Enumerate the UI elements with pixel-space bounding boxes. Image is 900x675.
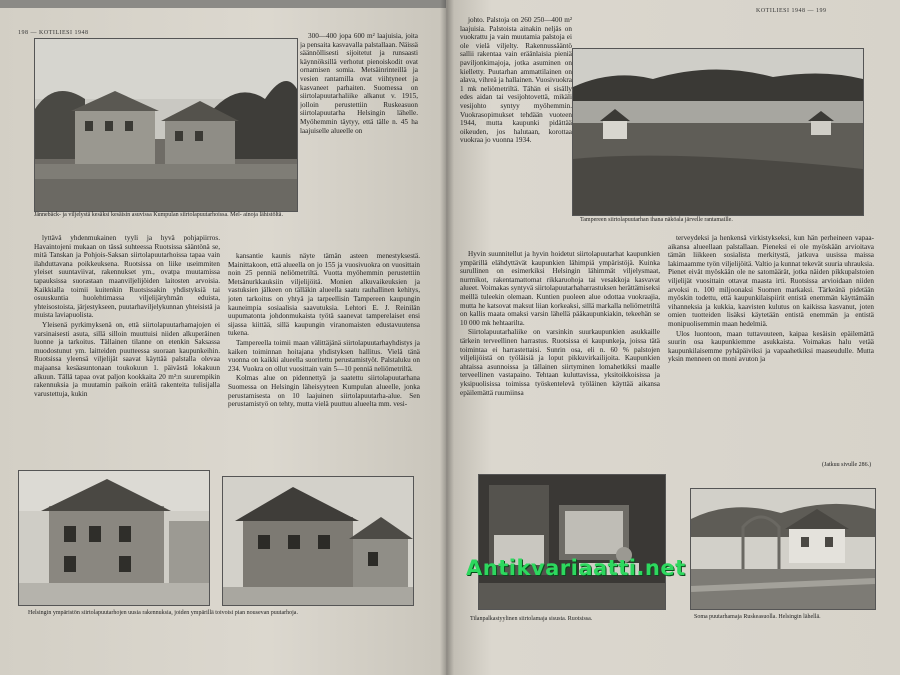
paragraph: Ulos luontoon, maan tuttavuuteen, kaipaa kesäisin epäilemättä suurin osa kaupunkiemme asukkaista. Voimakas halu vetää kaupunkilaisemme pyhäpäiviksi ja vapaahetkiksi maaseudulle. Mutta yksin menneen on moni avuton ja: [668, 329, 874, 364]
page-gutter: [440, 0, 454, 675]
houses-photo-graphic: [35, 39, 297, 211]
photo-garden-hut: [690, 488, 876, 610]
paragraph: Hyvin suunnitellut ja hyvin hoidetut siirtolapuutarhat kaupunkien ympärillä elähdyttävät kaupunkien lähimpiä ympäristöjä. Kuinka surullinen on esimerkiksi Helsingin lähimmät viljelysmaat, nurmikot, rakentamattomat rikkaruohoja tai vesakkoja kasvavat alueet. Voimakas syntyvä siirtolapuutarhaharrastuksen herättämiseksi meillä tuleekin olemaan. Kuntien puoleen alue odottaa vuokraajia, mutta he katsovat maksut liian korkeaksi, sillä markalla neliömetriltä on kallis maata omaksi varsin lähellä pääkaupunkiakin, tekeehän se 10 000 mk hehtaarilta.: [460, 250, 660, 327]
text-column-right-a: [460, 250, 660, 468]
text-column-right-narrow: [460, 16, 572, 246]
text-column-left-b: [228, 252, 420, 466]
caption-top-right: Tampereen siirtolapuutarhan ihana näköala järvelle rantamaille.: [580, 217, 733, 223]
watermark-text: Antikvariaatti.net: [466, 556, 686, 580]
left-page-header: 198 — KOTILIESI 1948: [18, 30, 89, 36]
text-column-right-b: [668, 234, 874, 462]
caption-top-left: Jännebäck- ja viljelystä kesäksi kesäisin asuvissa Kumpulan siirtolapuutarhoissa. Mel- ainoja lähistöltä.: [34, 212, 283, 218]
photo-cottage-interior: [478, 474, 666, 610]
right-page-header: KOTILIESI 1948 — 199: [756, 8, 827, 14]
caption-bottom-left: Helsingin ympäristön siirtolapuutarhojen uusia rakennuksia, joiden ympärillä toivoisi pian nousevan puutarhoja.: [28, 610, 298, 616]
paragraph: 300—400 jopa 600 m² laajuisia, joita ja pensaita kasvavalla palstallaan. Näissä säännöllisesti sijoitetut ja runsaasti käynnöksillä verhotut pienoiskodit ovat ornamisen somia. Metsäinrinteillä ja vesien rantamilla ovat viihtyneet ja kasvaneet parhaiten. Suomessa on siirtolapuutarhaliike alkanut v. 1915, jolloin perustettiin Ruskeasuon siirtolapuutarha Helsingin lähelle. Myöhemmin täytyy, että tälle n. 45 ha laajuiselle alueelle on: [300, 32, 418, 135]
photo-houses-summer: [34, 38, 298, 212]
paragraph: terveydeksi ja henkensä virkistykseksi, kun hän perheineen vapaa-aikansa alueellaan palstallaan. Pieneksi ei ole myöskään arvioitava tämän liikkeen sosialista merkitystä, jatkuva uusissa maissa lakimaamme työn viljelijöitä. Valtio ja kunnat tekevät suuria uhrauksia. Pienet eivät myöskään ole ne satomäärät, jotka näiden pikkupalstoien viljelijät vuosittain ottavat maasta irti. Ruotsissa arvioidaan niiden arvoksi n. 100 miljoonaksi Suomen markaksi. Tärkeänä pidetään myöskin todettu, että kaupunkilaispiirit entistä enemmän käyttämään vihanneksia ja kukkia, kaavisten kulutus on kaikissa kasvanut, joten omien tuotteiden lisäksi käytetään entistä enemmän ja entistä monipuolisemmin maan hedelmiä.: [668, 234, 874, 328]
continued-note: (Jatkuu sivulle 286.): [822, 462, 872, 468]
paragraph: Kolmas alue on pidennettyä ja saatettu siirtolapuutarhana Suomessa on Helsingin läheisyyteen Kumpulan alueelle, jonka perustamisesta on 10 laajuinen siirtolapuutarha-alue. Sen perustamistyö on tehty, mutta vielä puuttuu alueelta mm. vesi-: [228, 374, 420, 409]
photo-new-building-1: [18, 470, 210, 606]
photo-lake-view: [572, 48, 864, 216]
left-page: [0, 8, 446, 675]
paragraph: lyttävä yhdenmukainen tyyli ja hyvä pohjapiirros. Havaintojeni mukaan on tässä suhteessa Ruotsissa sääntönä se, mitä Tanskan ja Pohjois-Saksan siirtolapuutarhoissa tapaa vain ilahduttavana poikkeuksena. Ruotsissa on liike useimmiten yleiset suuntaviivat, rakennukset ym., ovatpa muutamissa tapauksissa suorastaan maanviljelijöiden laitosten arvoisia. Kaikkialla toimii kuitenkin Ruotsissakin yhdistyksiä tai osuuskuntia huolehtimassa viljelijäryhmän eduista, yhteisostoista, järjestykseen, puutarhaviljelykunnan yhteisistä ja muista laviapuolista.: [34, 234, 220, 320]
paragraph: Tampereella toimii maan välittäjänä siirtolapuutarhayhdistys ja kaiken toiminnan hoitajana yhdistyksen hallitus. Vielä tänä vuonna on kaikki alueella suoritettu perustamistyöt. Palstaluku on 234. Vuokra on ollut vuosittain vain 5—10 penniä neliömetriltä.: [228, 338, 420, 373]
paragraph: johto. Palstoja on 260 250—400 m² laajuisia. Palstoista ainakin neljäs on vuokrattu ja vain muutamia palstoja ei ole vielä viljelty. Rakennussääntö sallii rakentaa vain eräänlaisia pieniä paviljonkimajoja, jotka asuminen on kielletty. Puutarhan ammattilainen on alava, vihreä ja hallainen. Vuosivuokra 1 mk neliömetriltä. Tähän ei sisälly edes aidan tai vesijohtovettä, mikäli vesijohto syntyy myöhemmin. Vuokrasopimukset tehdään vuoteen 1944, mutta kaupunki pidättää oikeuden, jos halutaan, korottaa vuokraa jo vuonna 1934.: [460, 16, 572, 145]
text-column-left-a: [34, 234, 220, 466]
caption-bottom-right-1: Tilanpalkastyylinen siirtolamaja sisusta. Ruotsissa.: [470, 616, 593, 622]
text-column-left-narrow: [300, 32, 418, 250]
paragraph: Siirtolapuutarhaliike on varsinkin suurkaupunkien asukkaille tärkein terveellinen harrastus. Ruotsissa ei kaupunkeja, joissa tätä toimintaa ei harrastettaisi. Sunrin osa, eli n. 60 % palstojen viljelijöistä on työläisiä ja loput pikkuvirkailijoita. Kaupunkien ahtaissa asunnoissa ja tällainen siirtyminen lomahetkiksi maalle terveellinen vastapaino. Tehtaan kuluttavissa, yksitoikkoisissa ja yksipuolisissa toimissa työskentelevä työläinen käyttää aikansa epäilemättä ruumiinsa: [460, 328, 660, 397]
photo-new-building-2: [222, 476, 414, 606]
caption-bottom-right-2: Soma puutarhamaja Ruskeasuolla. Helsingin lähellä.: [694, 614, 821, 620]
paragraph: Yleisenä pyrkimyksenä on, että siirtolapuutarhamajojen ei varsinaisesti asuta, sillä silloin muuttuisi niiden alkuperäinen luonne ja tarkoitus. Tällainen tilanne on etenkin Saksassa muodostunut ym. laitteiden puutteessa suoraan kaupunkeihin. Ruotsissa yleensä viljelijät saavat käyttää palstalla olevaa majaansa kesäasuntonaan toukokuun 1. päivästä lokakuun alkuun. Tällä tapaa ovat paljon kookkaita 20 m²:n suurempikin rakennuksia ja muutamin paikoin eräitä rakenteita tulisijalla varustettuja, kukin: [34, 320, 220, 398]
paragraph: kansantie kaunis näyte tämän asteen menestyksestä. Mainittakoon, että alueella on jo 155 ja vuosivuokra on vuosittain noin 25 penniä neliömetriltä. Vuotta myöhemmin perustettiin Metsänurkkauksiin viljelijöitä. Monien alkuvaikeuksien ja vastuksien jälkeen on tälläkin alueella saatu rauhallinen kehitys, joten tarkoitus on yhtyä ja tarpeellisin Tampereen kaupungin kauneimpia sosiaalisia saavutuksia. Lehtori E. J. Reinilän uupumatonta johdonmukaista työtä saanevat tamperelaiset ensi sijassa kiittää, sillä kaupungin viranomaisten edustavuutensa tukena.: [228, 252, 420, 338]
